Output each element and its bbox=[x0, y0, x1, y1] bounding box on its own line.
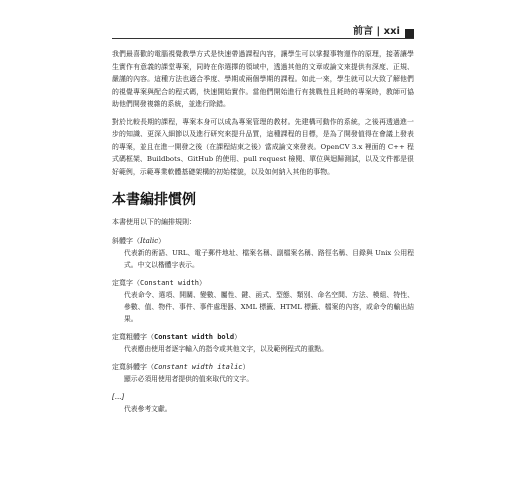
convention-item bbox=[112, 361, 414, 385]
term-sample: Constant width bbox=[140, 279, 200, 287]
term-sample: Italic bbox=[140, 237, 159, 245]
term-close: ） bbox=[158, 237, 166, 245]
term-sample: Constant width bold bbox=[154, 333, 235, 341]
term-close: ） bbox=[242, 363, 250, 371]
convention-description: 代表參考文獻。 bbox=[124, 405, 172, 413]
convention-term bbox=[112, 391, 414, 403]
section-intro: 本書使用以下的編排規則： bbox=[112, 218, 196, 226]
convention-term bbox=[112, 361, 414, 373]
term-label: 定寬字（ bbox=[112, 279, 140, 287]
convention-item bbox=[112, 391, 414, 415]
term-close: ） bbox=[199, 279, 207, 287]
running-header bbox=[112, 22, 414, 39]
term-label: 定寬粗體字（ bbox=[112, 333, 154, 341]
paragraph: 我們最喜歡的電腦視覺教學方式是快速帶過課程內容，讓學生可以掌握事物運作的原理，接著讓學生實作有意義的課堂專案，同時在你選擇的領域中，透過其他的文章或論文來提供有深度、正規、嚴謹的內容。這種方法也適合季度、學期或兩個學期的課程。如此一來，學生就可以大致了解他們的視覺專案與配合的程式碼，快速開始實作。當他們開始進行有挑戰性且耗時的專案時，教師可協助他們開發複雜的系統，並進行除錯。 bbox=[112, 50, 414, 108]
section-heading: 本書編排慣例 bbox=[112, 192, 196, 208]
convention-description: 代表命令、選項、開關、變數、屬性、鍵、函式、型態、類別、命名空間、方法、模組、特性、參數、值、物件、事件、事件處理器、XML 標籤、HTML 標籤、檔案的內容，或命令的輸出結果。 bbox=[124, 291, 414, 323]
convention-description: 代表應由使用者逐字輸入的指令或其他文字，以及範例程式的重點。 bbox=[124, 345, 328, 353]
term-close: ） bbox=[234, 333, 242, 341]
convention-term bbox=[112, 331, 414, 343]
running-head-text: 前言 | xxi bbox=[353, 26, 400, 37]
convention-term bbox=[112, 235, 414, 247]
convention-item bbox=[112, 235, 414, 271]
paragraph: 對於比較長期的課程，專案本身可以成為專案管理的教材。先建構可動作的系統，之後再透過進一步的知識、更深入細節以及進行研究來提升品質，這種課程的目標，是為了開發值得在會議上發表的專案，並且在進一開發之後（在課程結束之後）當成論文來發表。OpenCV 3.x 裡面的 C++ 程式碼框架、Buildbots、GitHub 的使用、pull request 檢閱、單位與迴歸測試，以及文件都是很好範例，示範專業軟體基礎架構的初始樣貌，以及如何納入其他的事物。 bbox=[112, 117, 414, 176]
thumb-tab-marker bbox=[405, 29, 414, 38]
term-sample: [...] bbox=[112, 393, 125, 401]
convention-description: 代表新的術語、URL、電子郵件地址、檔案名稱、副檔案名稱、路徑名稱、目錄與 Unix 公用程式。中文以楷體字表示。 bbox=[124, 249, 414, 269]
convention-term bbox=[112, 277, 414, 289]
term-sample: Constant width italic bbox=[154, 363, 243, 371]
term-label: 斜體字（ bbox=[112, 237, 140, 245]
convention-item bbox=[112, 277, 414, 325]
convention-item bbox=[112, 331, 414, 355]
term-label: 定寬斜體字（ bbox=[112, 363, 154, 371]
page-body bbox=[112, 48, 414, 421]
convention-description: 顯示必須用使用者提供的值來取代的文字。 bbox=[124, 375, 254, 383]
